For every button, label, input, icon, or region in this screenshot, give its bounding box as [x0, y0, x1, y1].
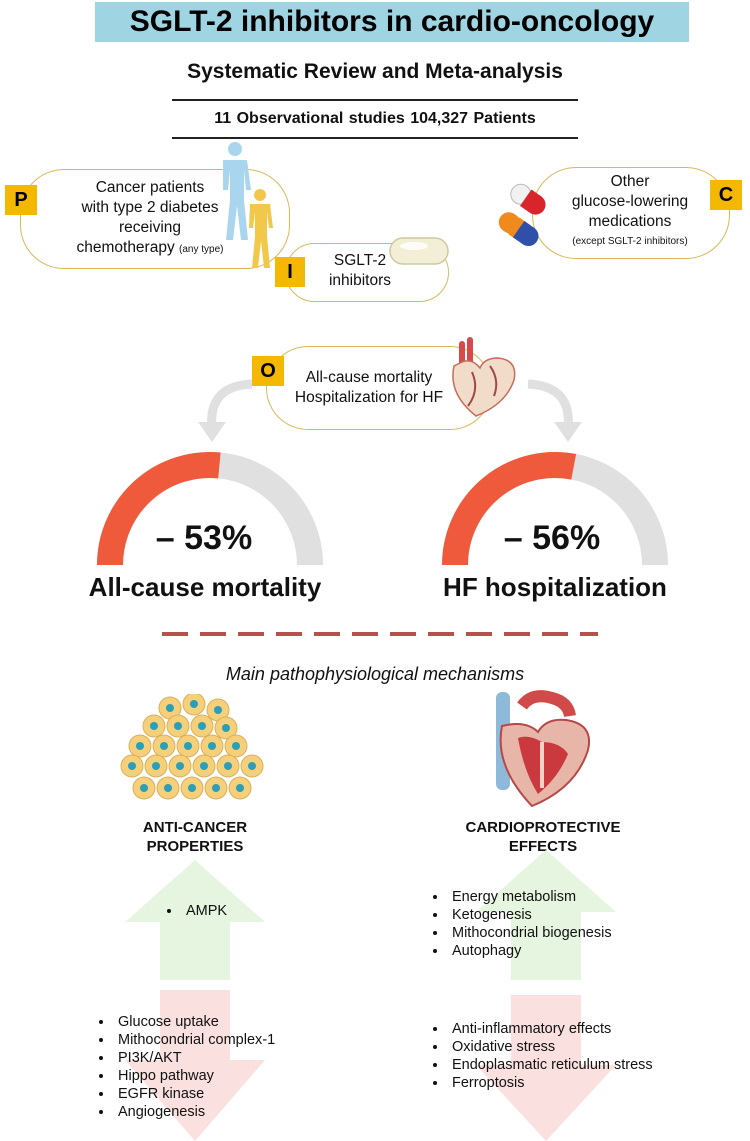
list-item: • PI3K/AKT	[114, 1049, 275, 1067]
cardio-down-list	[426, 1020, 653, 1092]
heart-icon	[442, 336, 522, 424]
anticancer-title	[110, 818, 280, 856]
mortality-label: All-cause mortality	[88, 572, 322, 602]
list-item: • Anti-inflammatory effects	[448, 1020, 653, 1038]
curved-arrow-left-icon	[190, 378, 260, 448]
pill-tablet-icon	[388, 234, 452, 268]
badge-p: P	[5, 185, 37, 215]
list-item: • Ketogenesis	[448, 906, 612, 924]
badge-o: O	[252, 356, 284, 386]
capsules-icon	[495, 180, 555, 248]
mortality-reduction: – 53%	[147, 510, 261, 566]
cardio-title-line: EFFECTS	[508, 838, 578, 855]
list-item: • Autophagy	[448, 942, 612, 960]
hf-label: HF hospitalization	[443, 572, 667, 602]
list-item: • Glucose uptake	[114, 1013, 275, 1031]
population-line: Cancer patients	[95, 179, 205, 196]
subtitle: Systematic Review and Meta-analysis	[187, 60, 563, 83]
anticancer-title-line: ANTI-CANCER	[142, 819, 248, 836]
anticancer-up-list	[160, 902, 227, 920]
comparator-line: medications	[588, 213, 672, 230]
list-item: • Hippo pathway	[114, 1067, 275, 1085]
divider-bottom	[172, 137, 578, 139]
list-item: • Ferroptosis	[448, 1074, 653, 1092]
list-item: • Endoplasmatic reticulum stress	[448, 1056, 653, 1074]
population-note: (any type)	[179, 244, 224, 255]
outcome-line: All-cause mortality	[305, 369, 433, 386]
cancer-cells-icon	[120, 694, 270, 806]
cardio-title-line: CARDIOPROTECTIVE	[465, 819, 621, 836]
page-title: SGLT-2 inhibitors in cardio-oncology	[129, 5, 655, 38]
comparator-line: Other	[610, 173, 650, 190]
population-line: receiving	[118, 219, 182, 236]
list-item: • Angiogenesis	[114, 1103, 275, 1121]
heart-anatomy-icon	[482, 690, 602, 814]
outcome-line: Hospitalization for HF	[294, 389, 444, 406]
intervention-line: inhibitors	[328, 272, 392, 289]
comparator-text	[552, 172, 708, 252]
intervention-line: SGLT-2	[333, 252, 387, 269]
list-item: • Energy metabolism	[448, 888, 612, 906]
divider-top	[172, 99, 578, 101]
anticancer-title-line: PROPERTIES	[146, 838, 244, 855]
population-line: with type 2 diabetes	[81, 199, 219, 216]
list-item: • Oxidative stress	[448, 1038, 653, 1056]
curved-arrow-right-icon	[520, 378, 590, 448]
list-item: • EGFR kinase	[114, 1085, 275, 1103]
badge-c: C	[710, 180, 742, 210]
badge-i: I	[275, 257, 305, 287]
mechanisms-title: Main pathophysiological mechanisms	[225, 664, 525, 684]
hf-reduction: – 56%	[490, 510, 614, 566]
outcome-text	[284, 368, 454, 408]
cardio-up-list	[426, 888, 612, 960]
dashed-separator	[160, 630, 600, 638]
list-item: • Mithocondrial biogenesis	[448, 924, 612, 942]
up-arrow-icon	[125, 860, 265, 980]
comparator-line: glucose-lowering	[571, 193, 689, 210]
list-item: • AMPK	[182, 902, 227, 920]
comparator-note: (except SGLT-2 inhibitors)	[572, 236, 688, 247]
list-item: • Mithocondrial complex-1	[114, 1031, 275, 1049]
title-banner	[95, 2, 689, 42]
patient-icon	[215, 140, 285, 270]
anticancer-down-list	[92, 1013, 275, 1121]
study-counts: 11 Observational studies 104,327 Patients	[214, 110, 536, 127]
population-line: chemotherapy	[76, 239, 175, 256]
